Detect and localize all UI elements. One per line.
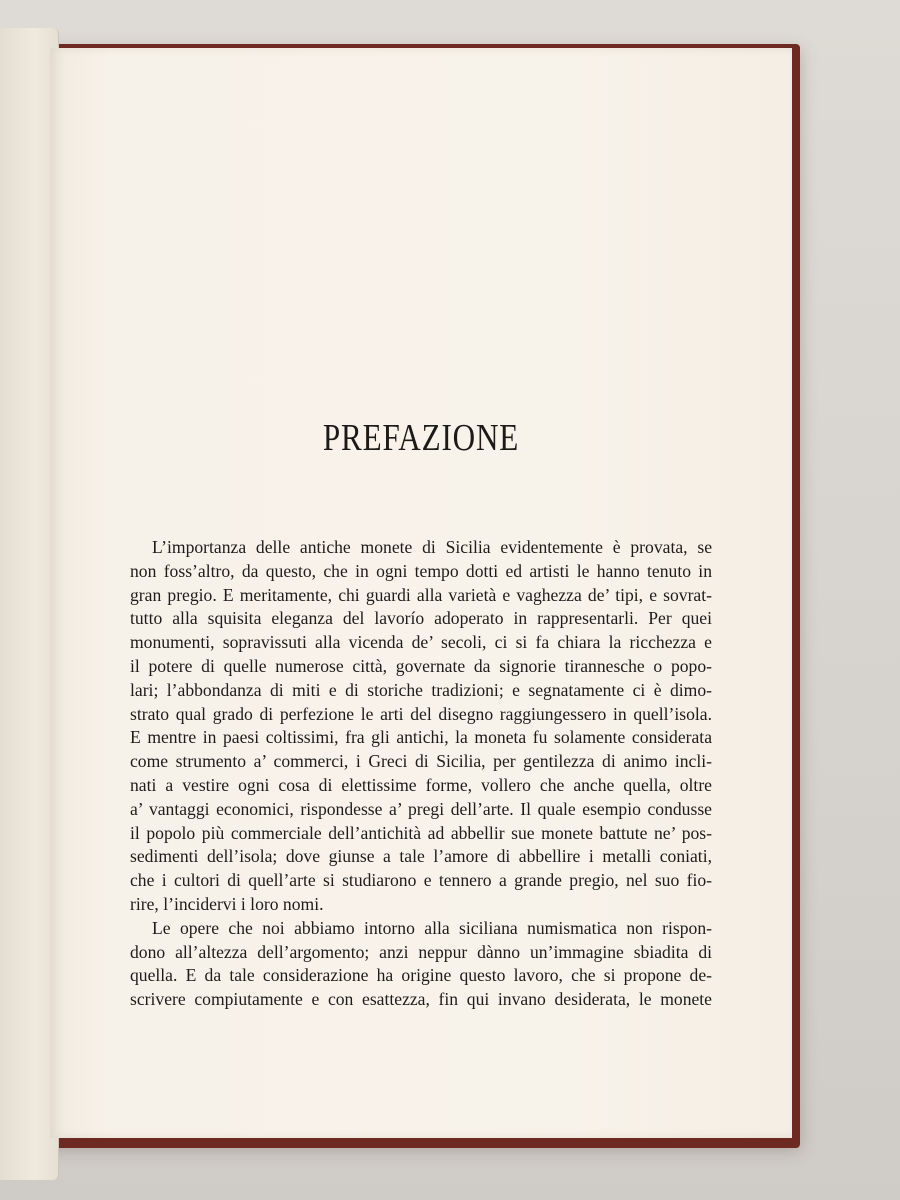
preface-text — [130, 536, 712, 1012]
text-line: scrivere compiutamente e con esattezza, fin qui invano desiderata, le monete — [130, 989, 712, 1010]
text-line: che i cultori di quell’arte si studiarono e tennero a grande pregio, nel suo fio- — [130, 870, 712, 891]
text-line: non foss’altro, da questo, che in ogni tempo dotti ed artisti le hanno tenuto in — [130, 560, 712, 581]
text-line: nati a vestire ogni cosa di elettissime forme, vollero che anche quella, oltre — [130, 774, 712, 795]
text-line: rire, l’incidervi i loro nomi. — [130, 893, 324, 914]
text-line: sedimenti dell’isola; dove giunse a tale l’amore di abbellire i metalli coniati, — [130, 846, 712, 867]
text-line: L’importanza delle antiche monete di Sicilia evidentemente è provata, se — [152, 537, 712, 557]
text-line: quella. E da tale considerazione ha origine questo lavoro, che si propone de- — [130, 965, 712, 986]
text-line: a’ vantaggi economici, rispondesse a’ pregi dell’arte. Il quale esempio condusse — [130, 798, 712, 819]
text-line: il popolo più commerciale dell’antichità ad abbellir sue monete battute ne’ pos- — [130, 822, 712, 843]
text-line: strato qual grado di perfezione le arti del disegno raggiungessero in quell’isola. — [130, 703, 712, 724]
text-line: E mentre in paesi coltissimi, fra gli antichi, la moneta fu solamente considerata — [130, 727, 712, 748]
page-title: PREFAZIONE — [322, 417, 520, 459]
text-line: lari; l’abbondanza di miti e di storiche tradizioni; e segnatamente ci è dimo- — [130, 679, 712, 700]
text-line: monumenti, sopravissuti alla vicenda de’ secoli, ci si fa chiara la ricchezza e — [130, 632, 712, 653]
text-line: tutto alla squisita eleganza del lavorío adoperato in rappresentarli. Per quei — [130, 608, 712, 629]
book-page — [50, 48, 792, 1138]
text-line: gran pregio. E meritamente, chi guardi alla varietà e vaghezza de’ tipi, e sovrat- — [130, 584, 712, 605]
text-line: Le opere che noi abbiamo intorno alla siciliana numismatica non rispon- — [152, 917, 712, 938]
text-line: come strumento a’ commerci, i Greci di Sicilia, per gentilezza di animo incli- — [130, 751, 712, 772]
text-line: il potere di quelle numerose città, governate da signorie tirannesche o popo- — [130, 655, 712, 676]
text-line: dono all’altezza dell’argomento; anzi neppur dànno un’immagine sbiadita di — [130, 941, 712, 962]
